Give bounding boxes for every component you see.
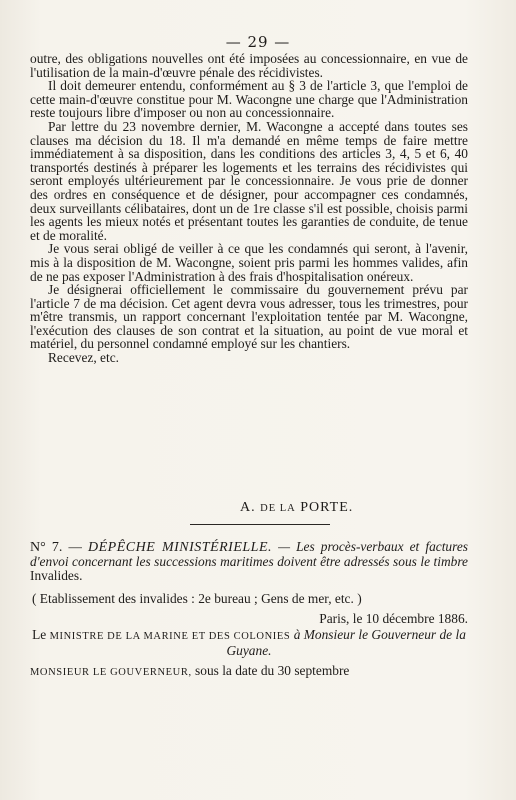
- address-le: Le: [32, 627, 47, 642]
- signature-initial: A.: [240, 500, 256, 515]
- dispatch-subject-end: Invalides.: [30, 567, 83, 583]
- date-line: Paris, le 10 décembre 1886.: [319, 611, 468, 626]
- dispatch-subject: — Les procès-verbaux et factures d'envoi concernant les successions maritimes doivent être adressés sous le timbre: [30, 539, 468, 569]
- paragraph-3: Par lettre du 23 novembre dernier, M. Wacongne a accepté dans toutes ses clauses ma décision du 18. Il m'a demandé en même temps de faire mettre immédiatement à sa disposition, dans les conditions des articles 3, 4, 5 et 6, 40 transportés destinés à préparer les logements et les terrains des récidivistes qui seront employés ultérieurement par le concessionnaire. Je vous prie de donner des ordres en conséquence et de désigner, pour accompagner ces condamnés, deux surveillants célibataires, dont un de 1re classe s'il est possible, choisis parmi les agents les mieux notés et présentant toutes les garanties de conduite, de tenue et de moralité.: [30, 118, 468, 243]
- paragraph-2: Il doit demeurer entendu, conformément au § 3 de l'article 3, que l'emploi de cette main-d'œuvre constitue pour M. Wacongne une charge que l'Administration reste toujours libre d'imposer ou non au concessionnaire.: [30, 78, 468, 121]
- signature-particle: DE LA: [260, 503, 296, 514]
- dispatch-heading: [30, 540, 468, 582]
- dispatch-title: DÉPÊCHE MINISTÉRIELLE.: [87, 540, 273, 555]
- dispatch-number: N° 7.: [30, 540, 63, 555]
- paragraph-4: Je vous serai obligé de veiller à ce que les condamnés qui seront, à l'avenir, mis à la disposition de M. Wacongne, soient pris parmi les hommes valides, afin de ne pas exposer l'Administration à des frais d'hospitalisation onéreux.: [30, 241, 468, 284]
- paragraph-6: Recevez, etc.: [48, 350, 119, 366]
- section-divider: [190, 524, 330, 525]
- signature-name: PORTE.: [300, 500, 354, 515]
- signature: [240, 500, 353, 516]
- page-number: — 29 —: [225, 33, 291, 51]
- establishment-line: ( Etablissement des invalides : 2e bureau ; Gens de mer, etc. ): [32, 591, 362, 606]
- salutation-caps: MONSIEUR LE GOUVERNEUR,: [30, 667, 192, 678]
- address-minister: MINISTRE DE LA MARINE ET DES COLONIES: [49, 631, 291, 642]
- paragraph-1: outre, des obligations nouvelles ont été imposées au concessionnaire, en vue de l'utilisation de la main-d'œuvre pénale des récidivistes.: [30, 51, 468, 80]
- salutation-line: [30, 664, 468, 680]
- dispatch-dash: —: [68, 539, 82, 554]
- letter-body: [30, 52, 468, 365]
- address-line: [30, 628, 468, 658]
- salutation-rest: sous la date du 30 septembre: [195, 663, 350, 678]
- address-recipient: à Monsieur le Gouverneur de la Guyane.: [226, 627, 466, 658]
- paragraph-5: Je désignerai officiellement le commissaire du gouvernement prévu par l'article 7 de ma décision. Cet agent devra vous adresser, tous les trimestres, pour m'être transmis, un rapport concernant l'exploitation tentée par M. Wacongne, l'exécution des clauses de son contrat et la situation, au point de vue moral et matériel, du personnel condamné employé sur les chantiers.: [30, 282, 468, 352]
